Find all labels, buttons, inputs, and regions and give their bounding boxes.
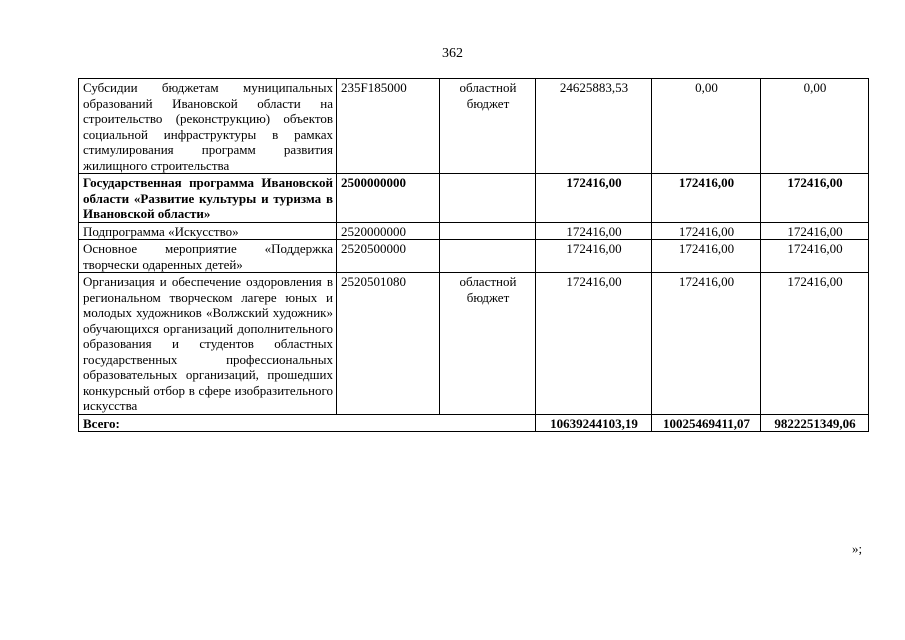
row-name: Подпрограмма «Искусство» bbox=[79, 222, 337, 240]
total-year1-value: 10639244103,19 bbox=[536, 414, 652, 432]
budget-table bbox=[78, 78, 869, 432]
closing-quote-mark: »; bbox=[852, 541, 863, 556]
row-source bbox=[440, 174, 536, 223]
row-code: 2500000000 bbox=[337, 174, 440, 223]
row-name: Государственная программа Ивановской области «Развитие культуры и туризма в Ивановской области» bbox=[79, 174, 337, 223]
row-code: 2520000000 bbox=[337, 222, 440, 240]
row-year3-value: 0,00 bbox=[761, 79, 869, 174]
row-year3-value: 172416,00 bbox=[761, 174, 869, 223]
row-name: Организация и обеспечение оздоровления в региональном творческом лагере юных и молодых художников «Волжский художник» обучающихся организаций дополнительного образования и студентов областных государственных профессиональных образовательных организаций, прошедших конкурсный отбор в сфере изобразительного искусства bbox=[79, 273, 337, 415]
row-year2-value: 172416,00 bbox=[652, 273, 761, 415]
row-year2-value: 172416,00 bbox=[652, 174, 761, 223]
row-year2-value: 172416,00 bbox=[652, 222, 761, 240]
row-year1-value: 172416,00 bbox=[536, 240, 652, 273]
row-code: 2520500000 bbox=[337, 240, 440, 273]
total-label: Всего: bbox=[79, 414, 536, 432]
row-year3-value: 172416,00 bbox=[761, 222, 869, 240]
row-year3-value: 172416,00 bbox=[761, 273, 869, 415]
table-row bbox=[79, 222, 869, 240]
row-source bbox=[440, 240, 536, 273]
row-year1-value: 172416,00 bbox=[536, 174, 652, 223]
table-row bbox=[79, 273, 869, 415]
total-year2-value: 10025469411,07 bbox=[652, 414, 761, 432]
row-year3-value: 172416,00 bbox=[761, 240, 869, 273]
row-source: областной бюджет bbox=[440, 273, 536, 415]
row-year1-value: 172416,00 bbox=[536, 273, 652, 415]
total-row bbox=[79, 414, 869, 432]
row-year2-value: 172416,00 bbox=[652, 240, 761, 273]
row-name: Основное мероприятие «Поддержка творчески одаренных детей» bbox=[79, 240, 337, 273]
row-year1-value: 172416,00 bbox=[536, 222, 652, 240]
budget-table-body bbox=[79, 79, 869, 432]
row-year1-value: 24625883,53 bbox=[536, 79, 652, 174]
table-row bbox=[79, 240, 869, 273]
page-number: 362 bbox=[442, 46, 463, 61]
table-row bbox=[79, 174, 869, 223]
row-name: Субсидии бюджетам муниципальных образований Ивановской области на строительство (реконструкцию) объектов социальной инфраструктуры в рамках стимулирования программ развития жилищного строительства bbox=[79, 79, 337, 174]
total-year3-value: 9822251349,06 bbox=[761, 414, 869, 432]
table-row bbox=[79, 79, 869, 174]
row-code: 2520501080 bbox=[337, 273, 440, 415]
row-year2-value: 0,00 bbox=[652, 79, 761, 174]
row-code: 235F185000 bbox=[337, 79, 440, 174]
row-source: областной бюджет bbox=[440, 79, 536, 174]
row-source bbox=[440, 222, 536, 240]
